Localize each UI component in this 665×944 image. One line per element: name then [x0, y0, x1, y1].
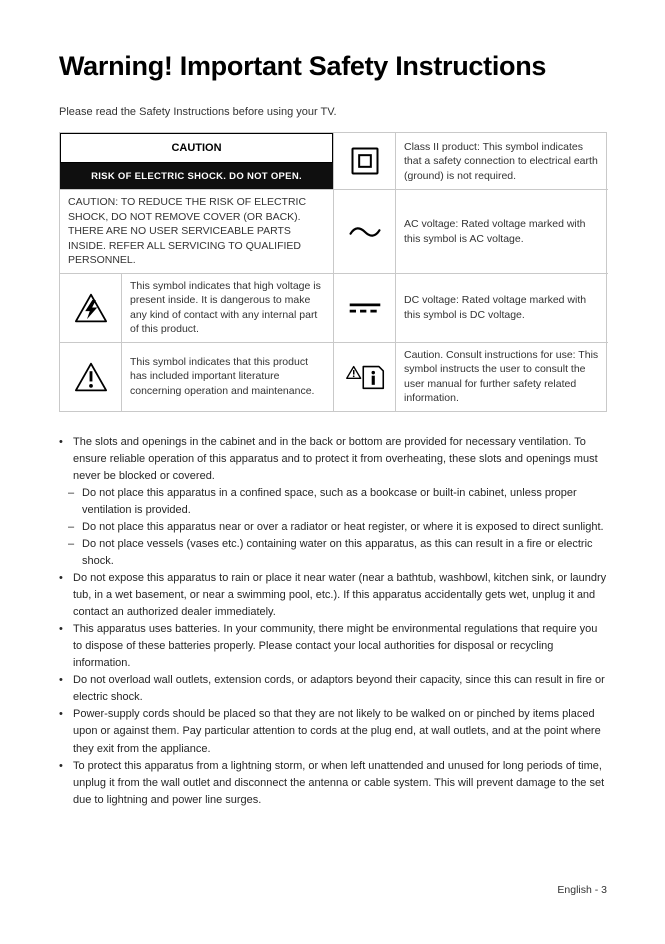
- list-item: [59, 621, 607, 672]
- intro-text: Please read the Safety Instructions before using your TV.: [59, 106, 337, 119]
- consult-text-cell: [396, 343, 608, 411]
- list-item: [59, 706, 607, 757]
- safety-symbols-table: [59, 132, 607, 411]
- bullet-marker: •: [59, 435, 63, 448]
- consult-description: Caution. Consult instructions for use: This symbol instructs the user to consult the user manual for further safety related information.: [404, 348, 599, 405]
- sub-list-item-text: Do not place vessels (vases etc.) containing water on this apparatus, as this can result in a fire or electric shock.: [82, 537, 593, 568]
- list-item-text: Do not expose this apparatus to rain or place it near water (near a bathtub, washbowl, kitchen sink, or laundry tub, in a wet basement, or near a swimming pool, etc.). If this apparatus accidentally gets wet, unplug it and contact an authorized dealer immediately.: [73, 572, 607, 619]
- literature-text-cell: [122, 343, 334, 411]
- bullet-marker: •: [59, 623, 63, 636]
- sub-list-item: [68, 485, 607, 519]
- high-voltage-text-cell: [122, 274, 334, 343]
- page-footer: English - 3: [557, 884, 607, 896]
- dc-voltage-lines-icon: [347, 300, 383, 316]
- risk-of-shock-bar: [60, 163, 333, 189]
- class-ii-description: Class II product: This symbol indicates that a safety connection to electrical earth (ground) is not required.: [404, 140, 598, 182]
- caution-block-cell: [60, 133, 334, 190]
- dash-marker: –: [68, 537, 75, 550]
- sub-list-item-text: Do not place this apparatus near or over a radiator or heat register, or where it is exposed to direct sunlight.: [82, 520, 604, 533]
- bullet-marker: •: [59, 674, 63, 687]
- list-item-text: This apparatus uses batteries. In your community, there might be environmental regulations that require you to dispose of these batteries properly. Please contact your local authorities for disposal or recycling information.: [73, 623, 598, 670]
- high-voltage-symbol-cell: [60, 274, 122, 343]
- ventilation-sublist: [68, 485, 607, 570]
- dash-marker: –: [68, 520, 75, 533]
- caution-note-text: CAUTION: TO REDUCE THE RISK OF ELECTRIC SHOCK, DO NOT REMOVE COVER (OR BACK). THERE ARE NO USER SERVICEABLE PARTS INSIDE. REFER ALL SERVICING TO QUALIFIED PERSONNEL.: [68, 196, 307, 267]
- exclamation-symbol-cell: [60, 343, 122, 411]
- bullet-marker: •: [59, 759, 63, 772]
- literature-description: This symbol indicates that this product has included important literature concerning operation and maintenance.: [130, 355, 315, 397]
- consult-symbol-cell: [334, 343, 396, 411]
- sub-list-item: [68, 536, 607, 570]
- bullet-marker: •: [59, 708, 63, 721]
- sub-list-item: [68, 519, 607, 536]
- caution-note-cell: [60, 190, 334, 273]
- sub-list-item-text: Do not place this apparatus in a confined space, such as a bookcase or built-in cabinet, unless proper ventilation is provided.: [82, 486, 577, 516]
- class-ii-symbol-cell: [334, 133, 396, 190]
- class-ii-text-cell: [396, 133, 608, 190]
- ac-symbol-cell: [334, 190, 396, 273]
- dc-symbol-cell: [334, 274, 396, 343]
- bullet-marker: •: [59, 572, 63, 585]
- list-item-text: Do not overload wall outlets, extension cords, or adaptors beyond their capacity, since this can result in fire or electric shock.: [73, 674, 605, 704]
- high-voltage-triangle-icon: [73, 292, 109, 324]
- dash-marker: –: [68, 486, 75, 499]
- dc-voltage-description: DC voltage: Rated voltage marked with this symbol is DC voltage.: [404, 294, 587, 321]
- list-item-text: To protect this apparatus from a lightning storm, or when left unattended and unused for long periods of time, unplug it from the wall outlet and disconnect the antenna or cable system. This will prevent damage to the set due to lightning and power line surges.: [73, 759, 605, 806]
- list-item-text: The slots and openings in the cabinet and in the back or bottom are provided for necessary ventilation. To ensure reliable operation of this apparatus and to protect it from overheating, these slots and openings must never be blocked or covered.: [73, 435, 598, 482]
- list-item: [59, 672, 607, 706]
- ac-voltage-description: AC voltage: Rated voltage marked with this symbol is AC voltage.: [404, 218, 586, 245]
- class-ii-double-square-icon: [350, 146, 380, 176]
- caution-header-label: CAUTION: [171, 142, 222, 155]
- dc-text-cell: [396, 274, 608, 343]
- risk-of-shock-label: RISK OF ELECTRIC SHOCK. DO NOT OPEN.: [91, 170, 302, 182]
- exclamation-triangle-icon: [73, 361, 109, 393]
- list-item-text: Power-supply cords should be placed so that they are not likely to be walked on or pinched by items placed upon or against them. Pay particular attention to cords at the plug end, at wall outlets, and at the point where they exit from the appliance.: [73, 708, 601, 755]
- list-item: [59, 570, 607, 621]
- caution-header: [60, 133, 333, 163]
- ac-text-cell: [396, 190, 608, 273]
- ac-voltage-wave-icon: [348, 225, 382, 239]
- page-title: Warning! Important Safety Instructions: [59, 51, 547, 81]
- list-item: [59, 434, 607, 485]
- safety-instructions-list: [59, 434, 607, 809]
- high-voltage-description: This symbol indicates that high voltage is present inside. It is dangerous to make any kind of contact with any internal part of this product.: [130, 279, 321, 336]
- consult-instructions-manual-icon: [345, 361, 385, 393]
- list-item: [59, 758, 607, 809]
